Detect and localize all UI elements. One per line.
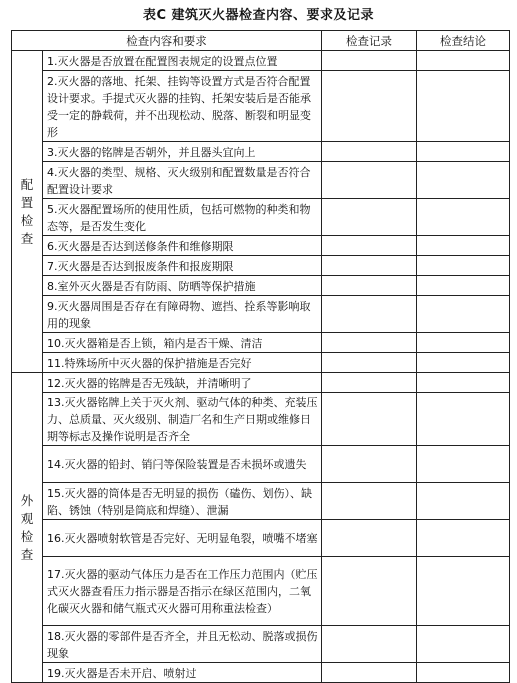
conclusion-cell[interactable] (417, 520, 510, 557)
conclusion-cell[interactable] (417, 626, 510, 663)
conclusion-cell[interactable] (417, 296, 510, 333)
category-char: 配 (20, 176, 34, 192)
item-text: 18.灭火器的零部件是否齐全，并且无松动、脱落或损伤现象 (43, 626, 322, 663)
table-row (12, 333, 510, 353)
table-row (12, 663, 510, 683)
item-text: 16.灭火器喷射软管是否完好、无明显龟裂，喷嘴不堵塞 (43, 520, 322, 557)
record-cell[interactable] (322, 199, 417, 236)
conclusion-cell[interactable] (417, 353, 510, 373)
conclusion-cell[interactable] (417, 276, 510, 296)
table-row (12, 256, 510, 276)
table-row (12, 373, 510, 393)
record-cell[interactable] (322, 373, 417, 393)
category-char: 查 (20, 230, 34, 246)
table-title: 表C 建筑灭火器检查内容、要求及记录 (142, 8, 375, 23)
category-char: 外 (20, 492, 34, 508)
record-cell[interactable] (322, 236, 417, 256)
item-text: 13.灭火器铭牌上关于灭火剂、驱动气体的种类、充装压力、总质量、灭火级别、制造厂名和生产日期或维修日期等标志及操作说明是否齐全 (43, 393, 322, 446)
record-cell[interactable] (322, 557, 417, 626)
item-text: 17.灭火器的驱动气体压力是否在工作压力范围内（贮压式灭火器查看压力指示器是否指示在绿区范围内，二氧化碳灭火器和储气瓶式灭火器可用称重法检查） (43, 557, 322, 626)
category-char: 查 (20, 546, 34, 562)
item-text: 8.室外灭火器是否有防雨、防晒等保护措施 (43, 276, 322, 296)
conclusion-cell[interactable] (417, 333, 510, 353)
record-cell[interactable] (322, 51, 417, 71)
record-cell[interactable] (322, 483, 417, 520)
record-cell[interactable] (322, 353, 417, 373)
table-row (12, 557, 510, 626)
category-char: 观 (20, 510, 34, 526)
conclusion-cell[interactable] (417, 393, 510, 446)
table-row (12, 483, 510, 520)
item-text: 19.灭火器是否未开启、喷射过 (43, 663, 322, 683)
table-row (12, 236, 510, 256)
item-text: 4.灭火器的类型、规格、灭火级别和配置数量是否符合配置设计要求 (43, 162, 322, 199)
category-char: 置 (20, 194, 34, 210)
category-config (12, 51, 43, 373)
conclusion-cell[interactable] (417, 483, 510, 520)
item-text: 3.灭火器的铭牌是否朝外，并且器头宜向上 (43, 142, 322, 162)
record-cell[interactable] (322, 626, 417, 663)
conclusion-cell[interactable] (417, 373, 510, 393)
conclusion-cell[interactable] (417, 557, 510, 626)
inspection-table (11, 30, 510, 683)
conclusion-cell[interactable] (417, 256, 510, 276)
table-row (12, 51, 510, 71)
conclusion-cell[interactable] (417, 51, 510, 71)
record-cell[interactable] (322, 142, 417, 162)
item-text: 9.灭火器周围是否存在有障碍物、遮挡、拴系等影响取用的现象 (43, 296, 322, 333)
conclusion-cell[interactable] (417, 162, 510, 199)
table-row (12, 446, 510, 483)
table-row (12, 142, 510, 162)
table-row (12, 276, 510, 296)
record-cell[interactable] (322, 71, 417, 142)
item-text: 14.灭火器的铅封、销闩等保险装置是否未损坏或遗失 (43, 446, 322, 483)
table-row (12, 353, 510, 373)
table-row (12, 393, 510, 446)
header-record: 检查记录 (322, 31, 417, 51)
conclusion-cell[interactable] (417, 446, 510, 483)
item-text: 5.灭火器配置场所的使用性质，包括可燃物的种类和物态等，是否发生变化 (43, 199, 322, 236)
conclusion-cell[interactable] (417, 236, 510, 256)
record-cell[interactable] (322, 520, 417, 557)
header-row (12, 31, 510, 51)
record-cell[interactable] (322, 162, 417, 199)
table-row (12, 199, 510, 236)
conclusion-cell[interactable] (417, 663, 510, 683)
category-char: 检 (20, 528, 34, 544)
conclusion-cell[interactable] (417, 71, 510, 142)
item-text: 11.特殊场所中灭火器的保护措施是否完好 (43, 353, 322, 373)
item-text: 12.灭火器的铭牌是否无残缺，并清晰明了 (43, 373, 322, 393)
header-conclusion: 检查结论 (417, 31, 510, 51)
item-text: 15.灭火器的筒体是否无明显的损伤（磕伤、划伤）、缺陷、锈蚀（特别是筒底和焊缝）、泄漏 (43, 483, 322, 520)
record-cell[interactable] (322, 663, 417, 683)
record-cell[interactable] (322, 333, 417, 353)
item-text: 10.灭火器箱是否上锁，箱内是否干燥、清洁 (43, 333, 322, 353)
category-appearance (12, 373, 43, 683)
item-text: 6.灭火器是否达到送修条件和维修期限 (43, 236, 322, 256)
table-row (12, 296, 510, 333)
header-content: 检查内容和要求 (12, 31, 322, 51)
table-row (12, 520, 510, 557)
record-cell[interactable] (322, 296, 417, 333)
conclusion-cell[interactable] (417, 142, 510, 162)
table-row (12, 71, 510, 142)
table-row (12, 626, 510, 663)
record-cell[interactable] (322, 256, 417, 276)
category-char: 检 (20, 212, 34, 228)
record-cell[interactable] (322, 446, 417, 483)
record-cell[interactable] (322, 393, 417, 446)
record-cell[interactable] (322, 276, 417, 296)
item-text: 2.灭火器的落地、托架、挂钩等设置方式是否符合配置设计要求。手提式灭火器的挂钩、托架安装后是否能承受一定的静载荷，并不出现松动、脱落、断裂和明显变形 (43, 71, 322, 142)
item-text: 7.灭火器是否达到报废条件和报废期限 (43, 256, 322, 276)
table-row (12, 162, 510, 199)
conclusion-cell[interactable] (417, 199, 510, 236)
item-text: 1.灭火器是否放置在配置图表规定的设置点位置 (43, 51, 322, 71)
